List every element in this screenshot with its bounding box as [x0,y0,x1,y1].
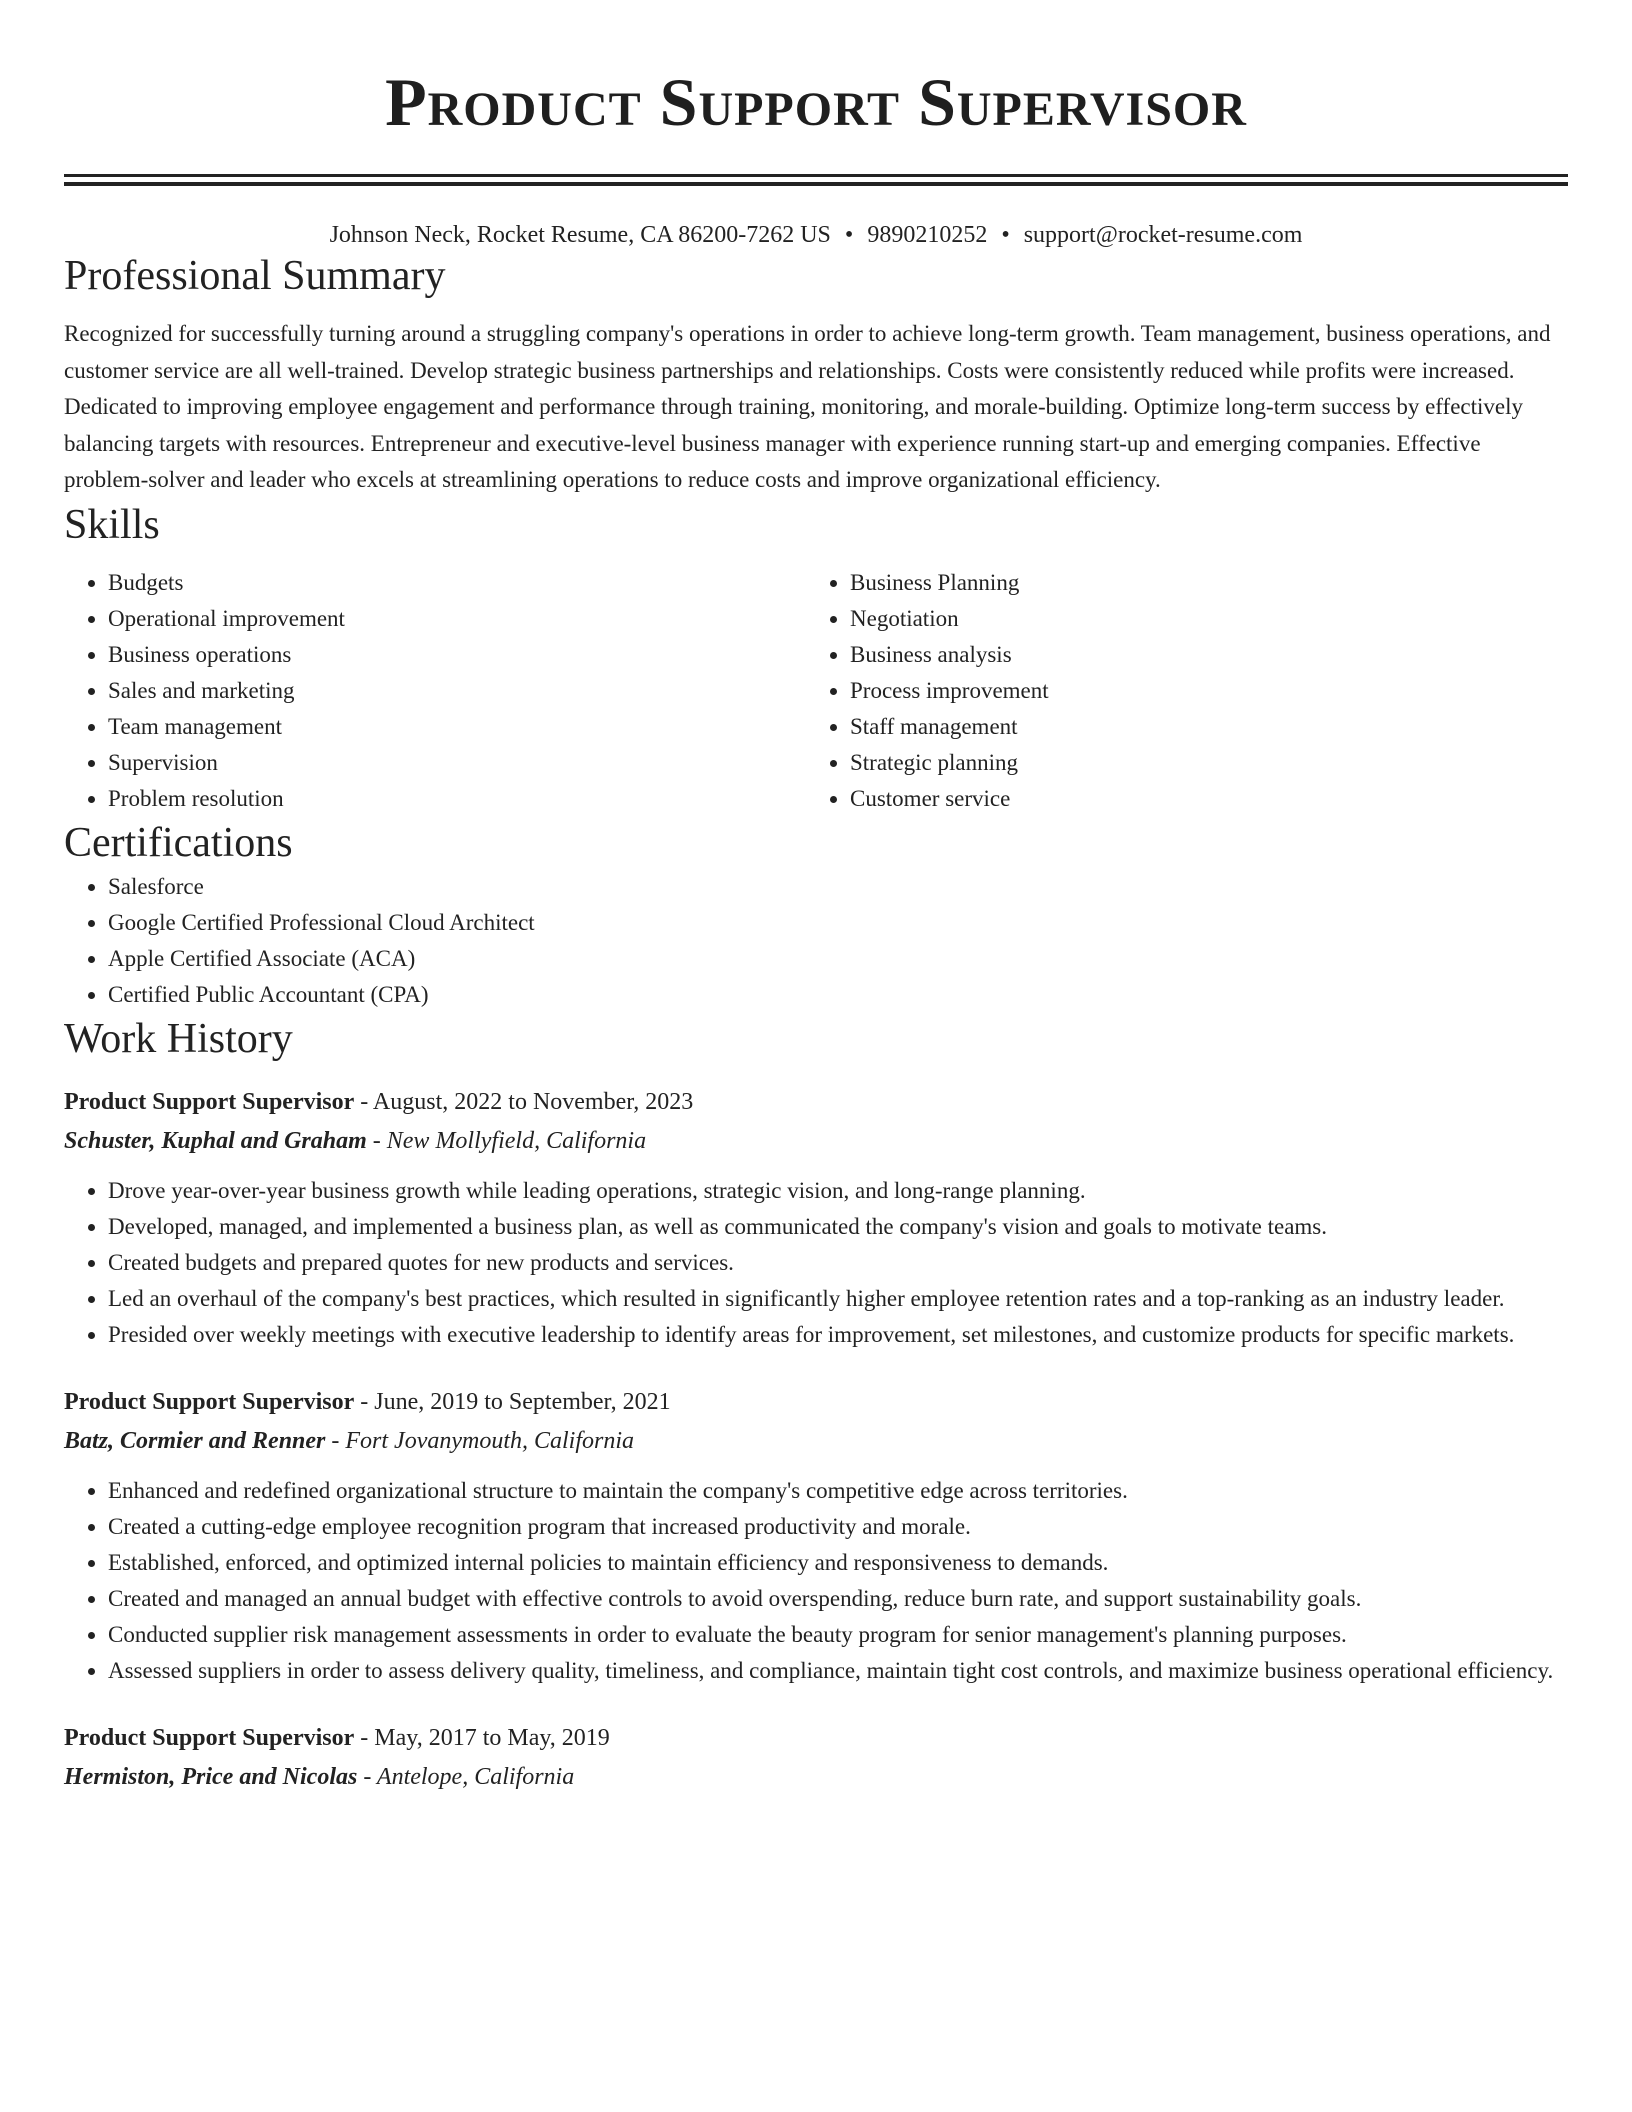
skills-column-left [64,565,806,817]
job-duty-item: • Conducted supplier risk management assessments in order to evaluate the beauty program for senior management's planning purposes. [108,1617,1568,1653]
summary-heading: Professional Summary [64,253,446,299]
employer-line [64,1758,1568,1797]
job-duty-item: • Enhanced and redefined organizational structure to maintain the company's competitive edge across territories. [108,1473,1568,1509]
certifications-list [64,869,1568,1013]
contact-address: Johnson Neck, Rocket Resume, CA 86200-7262 US [329,222,831,248]
work-history-heading: Work History [64,1015,293,1062]
skills-list-left [64,565,806,817]
skill-item: • Staff management [850,709,1548,745]
job-duties-list [64,1173,1568,1353]
skill-item: • Business analysis [850,637,1548,673]
job-duty-item: • Created budgets and prepared quotes for new products and services. [108,1245,1568,1281]
certification-item: • Salesforce [108,869,1568,905]
job-dates: - August, 2022 to November, 2023 [354,1088,694,1115]
job-duties-list [64,1473,1568,1689]
title-divider-top [64,174,1568,177]
skill-item: • Negotiation [850,601,1548,637]
title-divider-bottom [64,182,1568,186]
skill-item: • Sales and marketing [108,673,806,709]
employer-name: Hermiston, Price and Nicolas [64,1763,358,1790]
summary-text: Recognized for successfully turning around a struggling company's operations in order to achieve long-term growth. Team management, business operations, and customer service are all well-trained. Develop strategic business partnerships and relationships. Costs were consistently reduced while profits were increased. Dedicated to improving employee engagement and performance through training, monitoring, and morale-building. Optimize long-term success by effectively balancing targets with resources. Entrepreneur and executive-level business manager with experience running start-up and emerging companies. Effective problem-solver and leader who excels at streamlining operations to reduce costs and improve organizational efficiency. [64,321,1551,492]
skills-heading: Skills [64,501,160,548]
job-title: Product Support Supervisor [64,1724,355,1751]
skill-item: • Customer service [850,781,1548,817]
job-duty-item: • Assessed suppliers in order to assess delivery quality, timeliness, and compliance, maintain tight cost controls, and maximize business operational efficiency. [108,1653,1568,1689]
job-dates: - June, 2019 to September, 2021 [354,1388,671,1415]
skill-item: • Business Planning [850,565,1548,601]
job-entry [64,1719,1568,1797]
skills-list-right [806,565,1548,817]
contact-phone: 9890210252 [867,222,988,248]
contact-line [64,220,1568,250]
skill-item: • Operational improvement [108,601,806,637]
employer-location: - New Mollyfield, California [366,1127,647,1154]
certification-item: • Google Certified Professional Cloud Architect [108,905,1568,941]
job-title-line [64,1719,1568,1758]
contact-separator: • [1001,222,1010,248]
skill-item: • Process improvement [850,673,1548,709]
job-entry [64,1083,1568,1353]
job-duty-item: • Created a cutting-edge employee recognition program that increased productivity and morale. [108,1509,1568,1545]
certification-item: • Certified Public Accountant (CPA) [108,977,1568,1013]
job-title-line [64,1083,1568,1122]
skills-columns [64,565,1568,817]
contact-email: support@rocket-resume.com [1023,222,1303,248]
job-title: Product Support Supervisor [64,1388,355,1415]
job-duty-item: • Established, enforced, and optimized internal policies to maintain efficiency and responsiveness to demands. [108,1545,1568,1581]
skill-item: • Budgets [108,565,806,601]
resume-title: Product Support Supervisor [385,64,1247,140]
job-dates: - May, 2017 to May, 2019 [354,1724,610,1751]
job-entry [64,1383,1568,1689]
job-duty-item: • Created and managed an annual budget with effective controls to avoid overspending, reduce burn rate, and support sustainability goals. [108,1581,1568,1617]
job-duty-item: • Drove year-over-year business growth while leading operations, strategic vision, and long-range planning. [108,1173,1568,1209]
employer-line [64,1422,1568,1461]
employer-name: Batz, Cormier and Renner [64,1427,326,1454]
employer-name: Schuster, Kuphal and Graham [64,1127,367,1154]
skill-item: • Problem resolution [108,781,806,817]
skill-item: • Supervision [108,745,806,781]
employer-location: - Antelope, California [357,1763,575,1790]
certifications-heading: Certifications [64,819,293,866]
contact-separator: • [844,222,854,248]
skills-column-right [806,565,1548,817]
employer-line [64,1122,1568,1161]
job-duty-item: • Developed, managed, and implemented a business plan, as well as communicated the company's vision and goals to motivate teams. [108,1209,1568,1245]
job-duty-item: • Led an overhaul of the company's best practices, which resulted in significantly higher employee retention rates and a top-ranking as an industry leader. [108,1281,1568,1317]
certification-item: • Apple Certified Associate (ACA) [108,941,1568,977]
job-title-line [64,1383,1568,1422]
employer-location: - Fort Jovanymouth, California [325,1427,635,1454]
job-title: Product Support Supervisor [64,1088,355,1115]
skill-item: • Business operations [108,637,806,673]
job-duty-item: • Presided over weekly meetings with executive leadership to identify areas for improvement, set milestones, and customize products for specific markets. [108,1317,1568,1353]
skill-item: • Strategic planning [850,745,1548,781]
skill-item: • Team management [108,709,806,745]
